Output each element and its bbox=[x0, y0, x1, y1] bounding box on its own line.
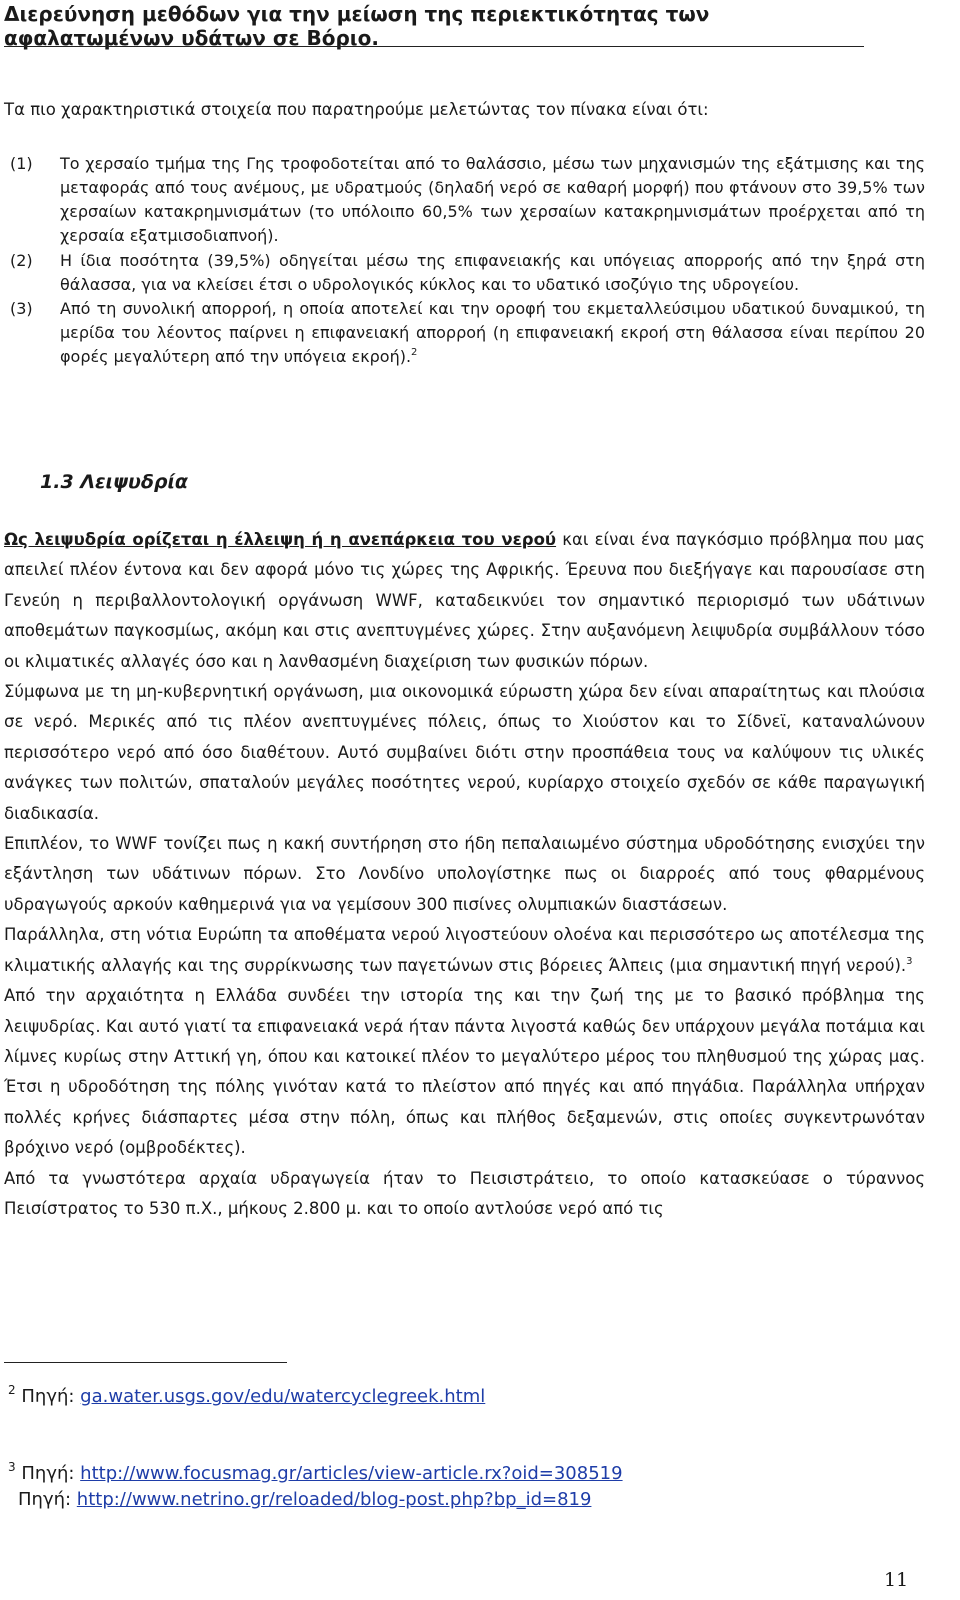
footnote-mark: 3 bbox=[8, 1460, 16, 1474]
document-title: Διερεύνηση μεθόδων για την μείωση της περιεκτικότητας των αφαλατωμένων υδάτων σε Βόριο. bbox=[4, 2, 710, 50]
list-item-text: Το χερσαίο τμήμα της Γης τροφοδοτείται από το θαλάσσιο, μέσω των μηχανισμών της εξάτμισης και της μεταφοράς από τους ανέμους, με υδρατμούς (δηλαδή νερό σε καθαρή μορφή) που φτάνουν στο 39,5% των χερσαίων κατακρημνισμάτων (το υπόλοιπο 60,5% των χερσαίων κατακρημνισμάτων προέρχεται από τη χερσαία εξατμισοδιαπνοή). bbox=[60, 154, 925, 245]
footnote bbox=[8, 1462, 623, 1486]
paragraph bbox=[4, 525, 925, 677]
footnote bbox=[18, 1488, 591, 1512]
footnote-separator bbox=[4, 1362, 287, 1363]
footnote-mark: 2 bbox=[8, 1383, 16, 1397]
section-body bbox=[4, 525, 925, 1224]
intro-text: Τα πιο χαρακτηριστικά στοιχεία που παρατηρούμε μελετώντας τον πίνακα είναι ότι: bbox=[4, 100, 709, 119]
list-item-number: (1) bbox=[10, 154, 33, 173]
paragraph: Από την αρχαιότητα η Ελλάδα συνδέει την ιστορία της και την ζωή της με το βασικό πρόβλημα της λειψυδρίας. Και αυτό γιατί τα επιφανειακά νερά ήταν πάντα λιγοστά καθώς δεν υπάρχουν μεγάλα ποτάμια και λίμνες κυρίως στην Αττική γη, όπου και κατοικεί πλέον το μεγαλύτερο μέρος του πληθυσμού της χώρας μας. Έτσι η υδροδότηση της πόλης γινόταν κατά το πλείστον από πηγές και από πηγάδια. Παράλληλα υπήρχαν πολλές κρήνες διάσπαρτες μέσα στην πόλη, όπως και πλήθος δεξαμενών, στις οποίες συγκεντρωνόταν βρόχινο νερό (ομβροδέκτες). bbox=[4, 986, 925, 1158]
source-link[interactable]: http://www.netrino.gr/reloaded/blog-post.php?bp_id=819 bbox=[76, 1489, 592, 1510]
list-item bbox=[10, 249, 925, 297]
facts-list bbox=[10, 152, 925, 369]
paragraph-text: και είναι ένα παγκόσμιο πρόβλημα που μας απειλεί πλέον έντονα και δεν αφορά μόνο τις χώρες της Αφρικής. Έρευνα που διεξήγαγε και παρουσίασε στη Γενεύη η περιβαλλοντολογική οργάνωση WWF, καταδεικνύει τον σημαντικό περιορισμό των υδάτινων αποθεμάτων παγκοσμίως, ακόμη και στις ανεπτυγμένες χώρες. Στην αυξανόμενη λειψυδρία συμβάλλουν τόσο οι κλιματικές αλλαγές όσο και η λανθασμένη διαχείριση των φυσικών πόρων. bbox=[4, 530, 925, 671]
section-heading: 1.3 Λειψυδρία bbox=[40, 471, 188, 493]
paragraph bbox=[4, 920, 925, 981]
footnote-label: Πηγή: bbox=[21, 1386, 81, 1407]
list-item-text: Από τη συνολική απορροή, η οποία αποτελεί και την οροφή του εκμεταλλεύσιμου υδατικού δυναμικού, τη μερίδα του λέοντος παίρνει η επιφανειακή απορροή (η επιφανειακή εκροή στη θάλασσα είναι περίπου 20 φορές μεγαλύτερη από την υπόγεια εκροή). bbox=[60, 299, 925, 366]
source-link[interactable]: ga.water.usgs.gov/edu/watercyclegreek.html bbox=[80, 1386, 486, 1407]
page-number: 11 bbox=[884, 1569, 909, 1591]
list-item-text: Η ίδια ποσότητα (39,5%) οδηγείται μέσω της επιφανειακής και υπόγειας απορροής από την ξηρά στη θάλασσα, για να κλείσει έτσι ο υδρολογικός κύκλος και το υδατικό ισοζύγιο της υδρογείου. bbox=[60, 251, 925, 294]
paragraph: Σύμφωνα με τη μη-κυβερνητική οργάνωση, μια οικονομικά εύρωστη χώρα δεν είναι απαραίτητως και πλούσια σε νερό. Μερικές από τις πλέον ανεπτυγμένες πόλεις, όπως το Χιούστον και το Σίδνεϊ, καταναλώνουν περισσότερο νερό από όσο διαθέτουν. Αυτό συμβαίνει διότι στην προσπάθεια τους να καλύψουν τις υλικές ανάγκες των πολιτών, σπαταλούν μεγάλες ποσότητες νερού, κυρίαρχο στοιχείο σχεδόν σε κάθε παραγωγική διαδικασία. bbox=[4, 682, 925, 823]
footnote-ref[interactable]: 3 bbox=[906, 955, 913, 967]
title-underline bbox=[4, 46, 864, 47]
footnote-label: Πηγή: bbox=[18, 1489, 77, 1510]
list-item-number: (2) bbox=[10, 251, 33, 270]
paragraph-text: Παράλληλα, στη νότια Ευρώπη τα αποθέματα νερού λιγοστεύουν ολοένα και περισσότερο ως αποτέλεσμα της κλιματικής αλλαγής και της συρρίκνωσης των παγετώνων στις βόρειες Άλπεις (μια σημαντική πηγή νερού). bbox=[4, 925, 925, 975]
source-link[interactable]: http://www.focusmag.gr/articles/view-article.rx?oid=308519 bbox=[80, 1463, 623, 1484]
footnote bbox=[8, 1385, 485, 1409]
list-item bbox=[10, 152, 925, 248]
list-item-number: (3) bbox=[10, 299, 33, 318]
footnote-label: Πηγή: bbox=[21, 1463, 81, 1484]
definition-text: Ως λειψυδρία ορίζεται η έλλειψη ή η ανεπάρκεια του νερού bbox=[4, 530, 557, 549]
paragraph: Επιπλέον, το WWF τονίζει πως η κακή συντήρηση στο ήδη πεπαλαιωμένο σύστημα υδροδότησης ενισχύει την εξάντληση των υδάτινων πόρων. Στο Λονδίνο υπολογίστηκε πως οι διαρροές από τους φθαρμένους υδραγωγούς αρκούν καθημερινά για να γεμίσουν 300 πισίνες ολυμπιακών διαστάσεων. bbox=[4, 834, 925, 914]
list-item bbox=[10, 297, 925, 369]
footnote-ref[interactable]: 2 bbox=[411, 347, 418, 358]
paragraph: Από τα γνωστότερα αρχαία υδραγωγεία ήταν το Πεισιστράτειο, το οποίο κατασκεύασε ο τύραννος Πεισίστρατος το 530 π.Χ., μήκους 2.800 μ. και το οποίο αντλούσε νερό από τις bbox=[4, 1168, 925, 1218]
